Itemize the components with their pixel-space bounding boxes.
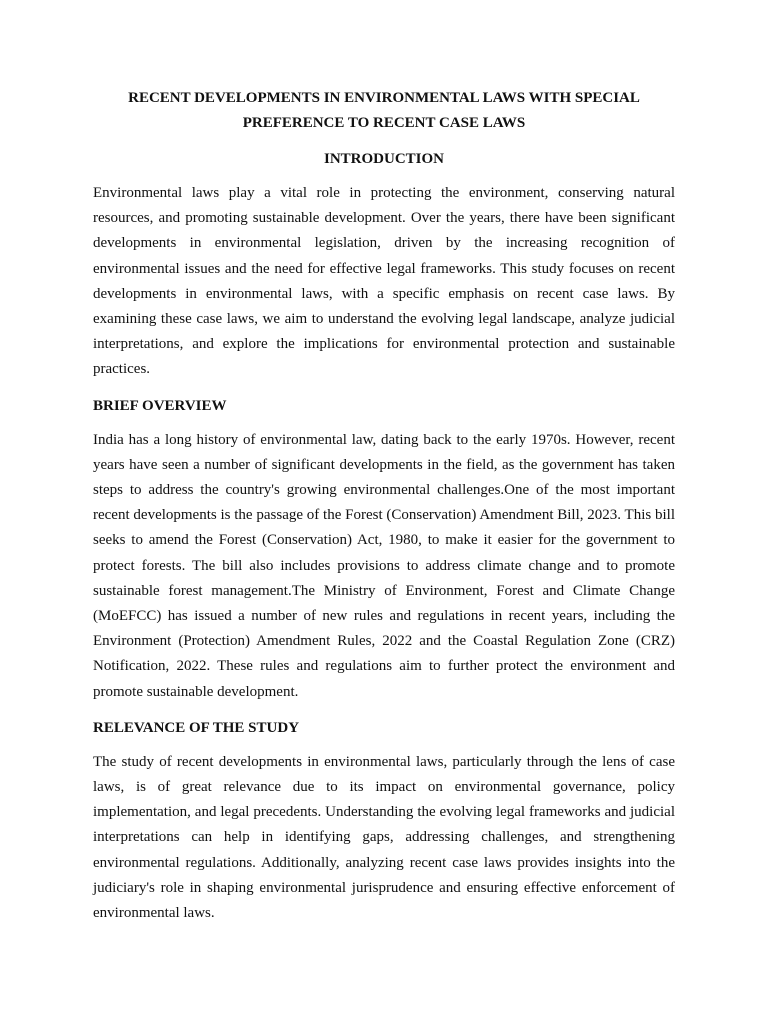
paragraph-relevance: The study of recent developments in environmental laws, particularly through the lens of case laws, is of great relevance due to its impact on environmental governance, policy implementation, and legal precedents. Understanding the evolving legal frameworks and judicial interpretations can help in identifying gaps, addressing challenges, and strengthening environmental regulations. Additionally, analyzing recent case laws provides insights into the judiciary's role in shaping environmental jurisprudence and ensuring effective enforcement of environmental laws. (93, 753, 675, 922)
document-page (93, 86, 675, 926)
section-heading-brief-overview: BRIEF OVERVIEW (93, 397, 227, 414)
title-line-1: RECENT DEVELOPMENTS IN ENVIRONMENTAL LAWS WITH SPECIAL (128, 90, 640, 106)
document-title (93, 86, 675, 136)
paragraph-brief-overview: India has a long history of environmental law, dating back to the early 1970s. However, recent years have seen a number of significant developments in the field, as the government has taken steps to address the country's growing environmental challenges.One of the most important recent developments is the passage of the Forest (Conservation) Amendment Bill, 2023. This bill seeks to amend the Forest (Conservation) Act, 1980, to make it easier for the government to protect forests. The bill also includes provisions to address climate change and to promote sustainable forest management.The Ministry of Environment, Forest and Climate Change (MoEFCC) has issued a number of new rules and regulations in recent years, including the Environment (Protection) Amendment Rules, 2022 and the Coastal Regulation Zone (CRZ) Notification, 2022. These rules and regulations aim to further protect the environment and promote sustainable development. (93, 431, 675, 700)
paragraph-introduction: Environmental laws play a vital role in protecting the environment, conserving natural resources, and promoting sustainable development. Over the years, there have been significant developments in environmental legislation, driven by the increasing recognition of environmental issues and the need for effective legal frameworks. This study focuses on recent developments in environmental laws, with a specific emphasis on recent case laws. By examining these case laws, we aim to understand the evolving legal landscape, analyze judicial interpretations, and explore the implications for environmental protection and sustainable practices. (93, 185, 675, 378)
title-line-2: PREFERENCE TO RECENT CASE LAWS (242, 115, 526, 131)
section-heading-relevance: RELEVANCE OF THE STUDY (93, 719, 300, 736)
section-heading-introduction: INTRODUCTION (323, 151, 444, 167)
